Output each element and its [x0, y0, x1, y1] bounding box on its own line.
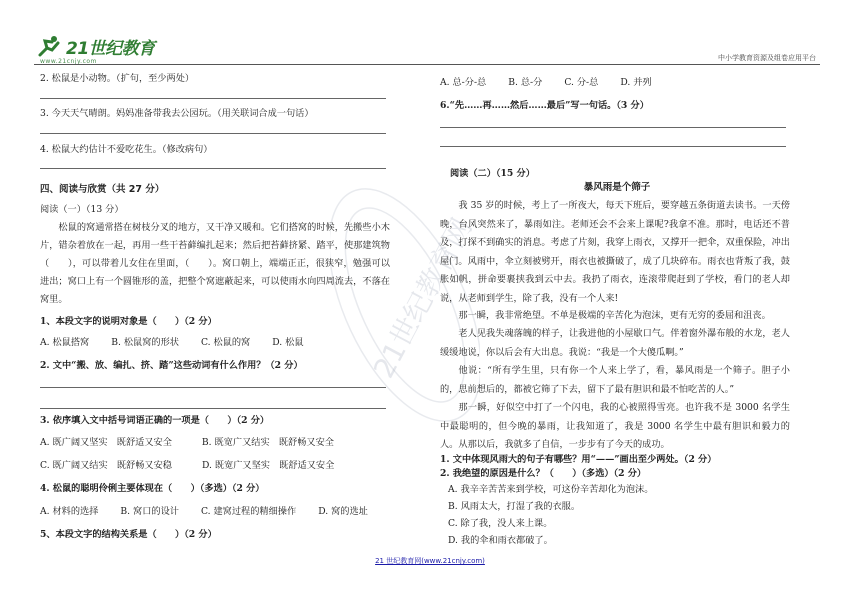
answer-line[interactable]: [440, 146, 786, 147]
option-a[interactable]: A. 材料的选择: [40, 506, 99, 517]
answer-line[interactable]: [40, 168, 386, 169]
reading-2-title: 阅读（二）（15 分）: [450, 168, 535, 179]
option-d[interactable]: D. 并列: [620, 77, 652, 88]
question-2: 2. 松鼠是小动物。（扩句，至少两处）: [40, 73, 195, 84]
question-4: 4. 松鼠大约估计不爱吃花生。（修改病句）: [40, 144, 213, 155]
option-b[interactable]: B. 风雨太大，打湿了我的衣服。: [448, 501, 581, 512]
option-c[interactable]: C. 建窝过程的精细操作: [200, 506, 297, 517]
r2-question-2: 2. 我绝望的原因是什么？（ ）（多选）（2 分）: [440, 468, 647, 479]
r1-q3-options-row-1: [40, 436, 334, 449]
option-a[interactable]: A. 总-分-总: [440, 77, 487, 88]
r1-q4-options: [40, 505, 368, 518]
platform-label: 中小学教育资源及组卷应用平台: [718, 54, 816, 62]
r1-question-4: 4. 松鼠的聪明伶俐主要体现在（ ）（多选）（2 分）: [40, 483, 265, 494]
watermark-text: 21世纪教育网: [367, 212, 479, 384]
logo: [34, 34, 155, 59]
r1-question-3: 3. 依序填入文中括号词语正确的一项是（ ）（2 分）: [40, 415, 270, 426]
option-d[interactable]: D. 窝的选址: [318, 506, 368, 517]
r1-question-1: 1、本段文字的说明对象是（ ）（2 分）: [40, 316, 217, 327]
option-a[interactable]: A. 我辛辛苦苦来到学校，可这份辛苦却化为泡沫。: [448, 484, 654, 495]
option-b[interactable]: B. 既宽广又结实 既舒畅又安全: [201, 437, 334, 448]
passage-1: 松鼠的窝通常搭在树枝分叉的地方，又干净又暖和。它们搭窝的时候，先搬些小木片，错杂着放在一起，再用一些干苔藓编扎起来；然后把苔藓挤紧、踏平，使那建筑物（ ），可以带着儿女住在里面，（ ）。窝口朝上，端端正正，很狭窄，勉强可以进出；窝口上有一个圆锥形的盖，把整个窝遮蔽起来，可以使雨水向四周流去，不落在窝里。: [40, 222, 390, 305]
header-divider: [34, 64, 820, 65]
r1-question-5: 5、本段文字的结构关系是（ ）（2 分）: [40, 529, 217, 540]
answer-line[interactable]: [40, 98, 386, 99]
r1-q3-options-row-2: [40, 459, 334, 472]
logo-url: www.21cnjy.com: [40, 58, 97, 65]
passage-2-p2: 那一瞬，我非常绝望。不单是极端的辛苦化为泡沫，更有无穷的委屈和沮丧。: [458, 310, 771, 321]
option-c[interactable]: C. 松鼠的窝: [200, 337, 251, 348]
option-d[interactable]: D. 既宽广又坚实 既舒适又安全: [201, 460, 335, 471]
answer-line[interactable]: [40, 387, 386, 388]
r1-q1-options: [40, 336, 304, 349]
section-title: 四、阅读与欣赏（共 27 分）: [40, 184, 165, 195]
r1-q5-options: [440, 76, 652, 89]
option-d[interactable]: D. 我的伞和雨衣都破了。: [448, 535, 553, 546]
passage-2-p6: 从那以后，我就多了自信，一步步有了今天的成功。: [458, 439, 670, 450]
answer-line[interactable]: [40, 408, 386, 409]
passage-2-p5: 那一瞬，好似空中打了一个闪电，我的心被照得雪亮。也许我不是 3000 名学生中最聪明的，但今晚的暴雨，让我知道了，我是 3000 名学生中最有胆识和毅力的人。: [440, 402, 790, 450]
answer-line[interactable]: [440, 127, 786, 128]
question-3: 3. 今天天气晴朗。妈妈准备带我去公园玩。（用关联词合成一句话）: [40, 108, 314, 119]
r2-question-1: 1. 文中体现风雨大的句子有哪些？用“——”画出至少两处。（2 分）: [440, 454, 717, 465]
passage-2-p4: 他说：“所有学生里，只有你一个人来上学了，看，暴风雨是一个筛子。胆子小的，思前想后的，都被它筛了下去，留下了最有胆识和最不怕吃苦的人。”: [440, 365, 790, 395]
option-b[interactable]: B. 松鼠窝的形状: [111, 337, 179, 348]
logo-text: 21世纪教育: [66, 39, 155, 59]
passage-2-p3: 老人见我失魂落魄的样子，让我进他的小屋歇口气。伴着窗外瀑布般的水龙，老人缓缓地说，你以后会有大出息。我说：“我是一个大傻瓜啊。”: [440, 328, 790, 358]
option-d[interactable]: D. 松鼠: [272, 337, 304, 348]
question-6: 6.“先……再……然后……最后”写一句话。（3 分）: [440, 100, 649, 111]
option-b[interactable]: B. 总-分: [508, 77, 543, 88]
option-c[interactable]: C. 除了我，没人来上课。: [448, 518, 553, 529]
passage-2-p1: 我 35 岁的时候，考上了一所夜大，每天下班后，要穿越五条街道去读书。一天傍晚，台风突然来了，暴雨如注。老师还会不会来上课呢?我拿不准。那时，电话还不普及，打探不到确实的消息。考虑了片刻，我穿上雨衣，又撑开一把伞，双重保险，冲出屋门。风雨中，伞立刻被劈开，雨衣也被撕破了，成了几块碎布。雨衣也背叛了我，鼓胀如帆，拼命要裹挟我到云中去。我扔了雨衣，连滚带爬赶到了学校，看门的老人却说，从老师到学生，除了我，没有一个人来!: [440, 200, 790, 304]
option-c[interactable]: C. 既广阔又结实 既舒畅又安稳: [40, 460, 172, 471]
option-b[interactable]: B. 窝口的设计: [120, 506, 179, 517]
option-a[interactable]: A. 既广阔又坚实 既舒适又安全: [40, 437, 172, 448]
story-title: 暴风雨是个筛子: [583, 182, 651, 193]
runner-logo-icon: [34, 35, 64, 59]
option-c[interactable]: C. 分-总: [564, 77, 599, 88]
option-a[interactable]: A. 松鼠搭窝: [40, 337, 90, 348]
r1-question-2: 2. 文中“搬、放、编扎、挤、踏”这些动词有什么作用？（2 分）: [40, 360, 303, 371]
footer-link[interactable]: 21 世纪教育网(www.21cnjy.com): [375, 557, 485, 565]
reading-1-title: 阅读（一）（13 分）: [40, 204, 124, 215]
answer-line[interactable]: [40, 133, 386, 134]
